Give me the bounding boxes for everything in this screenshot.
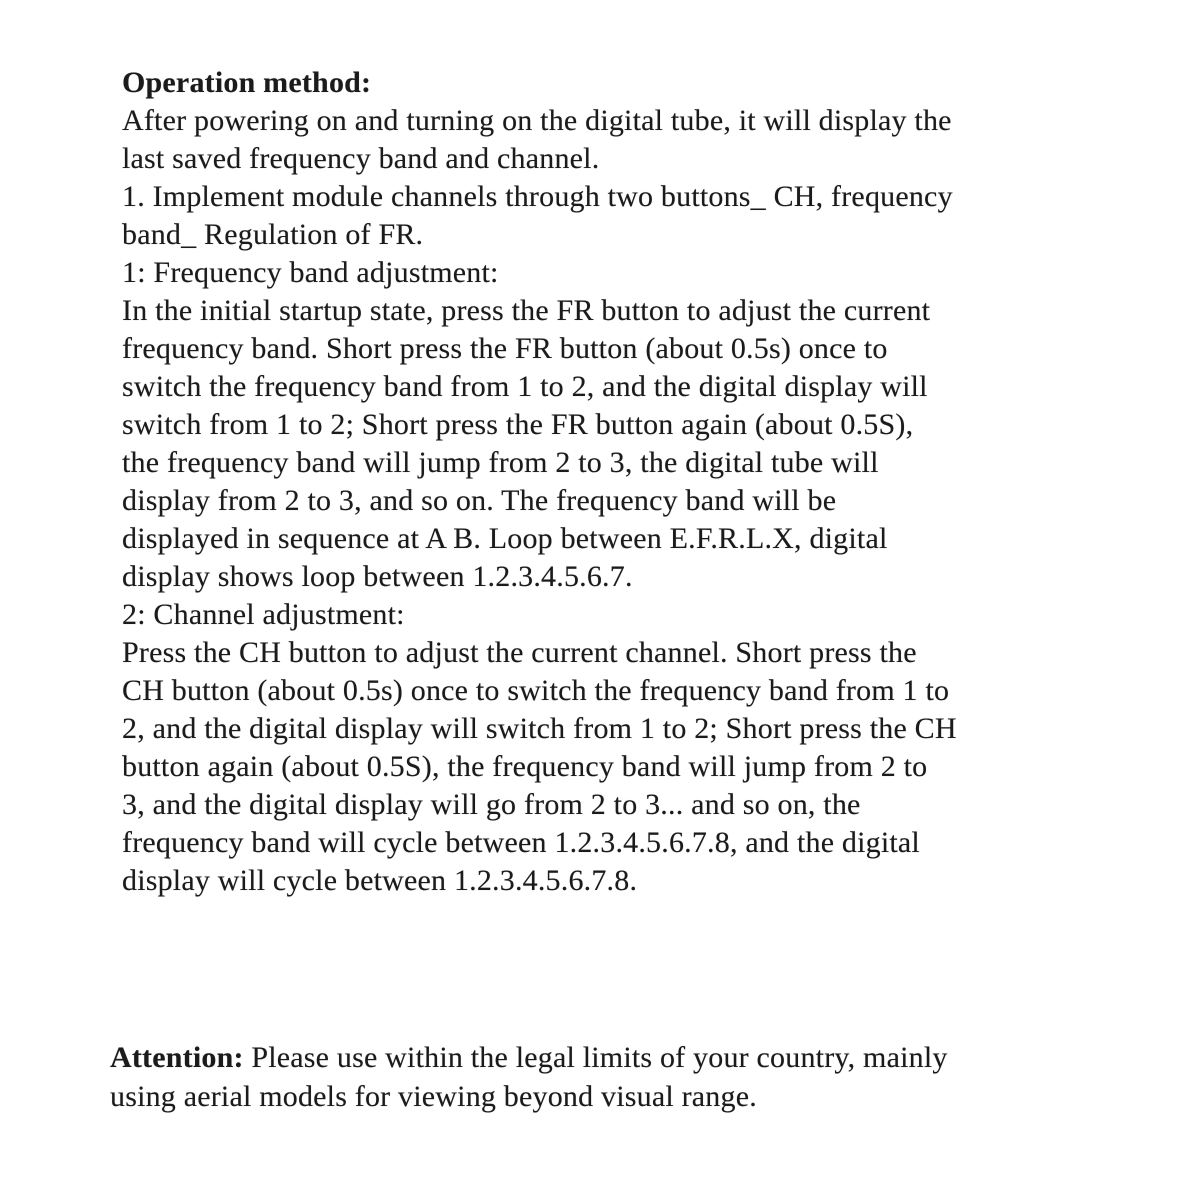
text-line: Press the CH button to adjust the current channel. Short press the xyxy=(122,636,917,669)
attention-line-2: using aerial models for viewing beyond visual range. xyxy=(110,1080,757,1113)
text-line: the frequency band will jump from 2 to 3, the digital tube will xyxy=(122,446,879,479)
text-line: last saved frequency band and channel. xyxy=(122,142,600,175)
text-line: 2: Channel adjustment: xyxy=(122,598,405,631)
text-line: 1. Implement module channels through two buttons_ CH, frequency xyxy=(122,180,953,213)
text-line: switch the frequency band from 1 to 2, and the digital display will xyxy=(122,370,928,403)
text-line: frequency band. Short press the FR button (about 0.5s) once to xyxy=(122,332,888,365)
text-line: After powering on and turning on the digital tube, it will display the xyxy=(122,104,952,137)
text-line: display will cycle between 1.2.3.4.5.6.7.8. xyxy=(122,864,638,897)
text-line: display from 2 to 3, and so on. The frequency band will be xyxy=(122,484,837,517)
text-line: frequency band will cycle between 1.2.3.4.5.6.7.8, and the digital xyxy=(122,826,920,859)
text-line: In the initial startup state, press the FR button to adjust the current xyxy=(122,294,931,327)
text-line: switch from 1 to 2; Short press the FR button again (about 0.5S), xyxy=(122,408,914,441)
operation-instructions xyxy=(122,64,1082,900)
attention-note xyxy=(110,1038,1090,1116)
attention-line-1 xyxy=(110,1038,1090,1077)
text-line: button again (about 0.5S), the frequency band will jump from 2 to xyxy=(122,750,928,783)
operation-body xyxy=(122,102,1082,900)
attention-text: Please use within the legal limits of your country, mainly xyxy=(243,1041,948,1074)
text-line: 1: Frequency band adjustment: xyxy=(122,256,499,289)
text-line: 2, and the digital display will switch from 1 to 2; Short press the CH xyxy=(122,712,957,745)
text-line: displayed in sequence at A B. Loop between E.F.R.L.X, digital xyxy=(122,522,888,555)
text-line: 3, and the digital display will go from 2 to 3... and so on, the xyxy=(122,788,861,821)
text-line: band_ Regulation of FR. xyxy=(122,218,424,251)
text-line: CH button (about 0.5s) once to switch the frequency band from 1 to xyxy=(122,674,950,707)
text-line: display shows loop between 1.2.3.4.5.6.7. xyxy=(122,560,633,593)
attention-label: Attention: xyxy=(110,1041,244,1074)
section-title-operation-method: Operation method: xyxy=(122,66,372,99)
